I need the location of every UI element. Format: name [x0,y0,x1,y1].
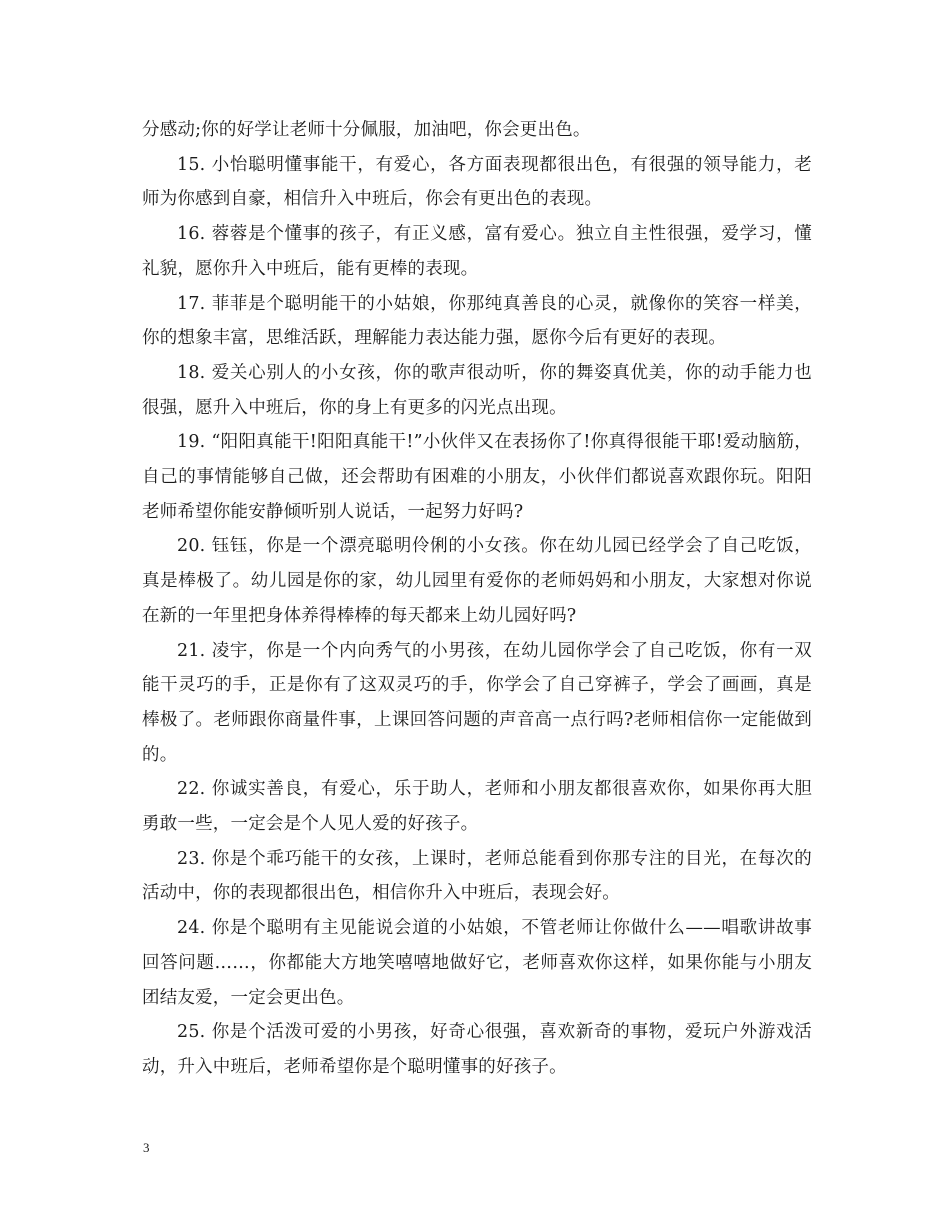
paragraph-continuation: 分感动;你的好学让老师十分佩服，加油吧，你会更出色。 [142,120,591,140]
paragraph-19: 19. “阳阳真能干!阳阳真能干!”小伙伴又在表扬你了!你真得很能干耶!爱动脑筋，自己的事情能够自己做，还会帮助有困难的小朋友，小伙伴们都说喜欢跟你玩。阳阳老师希望你能安静倾听别人说话，一起努力好吗? [142,432,812,522]
paragraph-20: 20. 钰钰，你是一个漂亮聪明伶俐的小女孩。你在幼儿园已经学会了自己吃饭，真是棒极了。幼儿园是你的家，幼儿园里有爱你的老师妈妈和小朋友，大家想对你说在新的一年里把身体养得棒棒的每天都来上幼儿园好吗? [142,536,812,626]
paragraph-23: 23. 你是个乖巧能干的女孩，上课时，老师总能看到你那专注的目光，在每次的活动中，你的表现都很出色，相信你升入中班后，表现会好。 [142,848,812,904]
paragraph-18: 18. 爱关心别人的小女孩，你的歌声很动听，你的舞姿真优美，你的动手能力也很强，愿升入中班后，你的身上有更多的闪光点出现。 [142,362,812,418]
paragraph-24: 24. 你是个聪明有主见能说会道的小姑娘，不管老师让你做什么——唱歌讲故事回答问题……，你都能大方地笑嘻嘻地做好它，老师喜欢你这样，如果你能与小朋友团结友爱，一定会更出色。 [142,918,812,1008]
paragraph-16: 16. 蓉蓉是个懂事的孩子，有正义感，富有爱心。独立自主性很强，爱学习，懂礼貌，愿你升入中班后，能有更棒的表现。 [142,224,812,279]
page-number: 3 [143,1140,150,1155]
paragraph-21: 21. 凌宇，你是一个内向秀气的小男孩，在幼儿园你学会了自己吃饭，你有一双能干灵巧的手，正是你有了这双灵巧的手，你学会了自己穿裤子，学会了画画，真是棒极了。老师跟你商量件事，上课回答问题的声音高一点行吗?老师相信你一定能做到的。 [142,640,812,765]
paragraph-15: 15. 小怡聪明懂事能干，有爱心，各方面表现都很出色，有很强的领导能力，老师为你感到自豪，相信升入中班后，你会有更出色的表现。 [142,154,812,210]
paragraph-17: 17. 菲菲是个聪明能干的小姑娘，你那纯真善良的心灵，就像你的笑容一样美，你的想象丰富，思维活跃，理解能力表达能力强，愿你今后有更好的表现。 [142,293,812,349]
paragraph-22: 22. 你诚实善良，有爱心，乐于助人，老师和小朋友都很喜欢你，如果你再大胆勇敢一些，一定会是个人见人爱的好孩子。 [142,779,812,835]
document-body [142,113,812,1085]
paragraph-25: 25. 你是个活泼可爱的小男孩，好奇心很强，喜欢新奇的事物，爱玩户外游戏活动，升入中班后，老师希望你是个聪明懂事的好孩子。 [142,1022,812,1077]
